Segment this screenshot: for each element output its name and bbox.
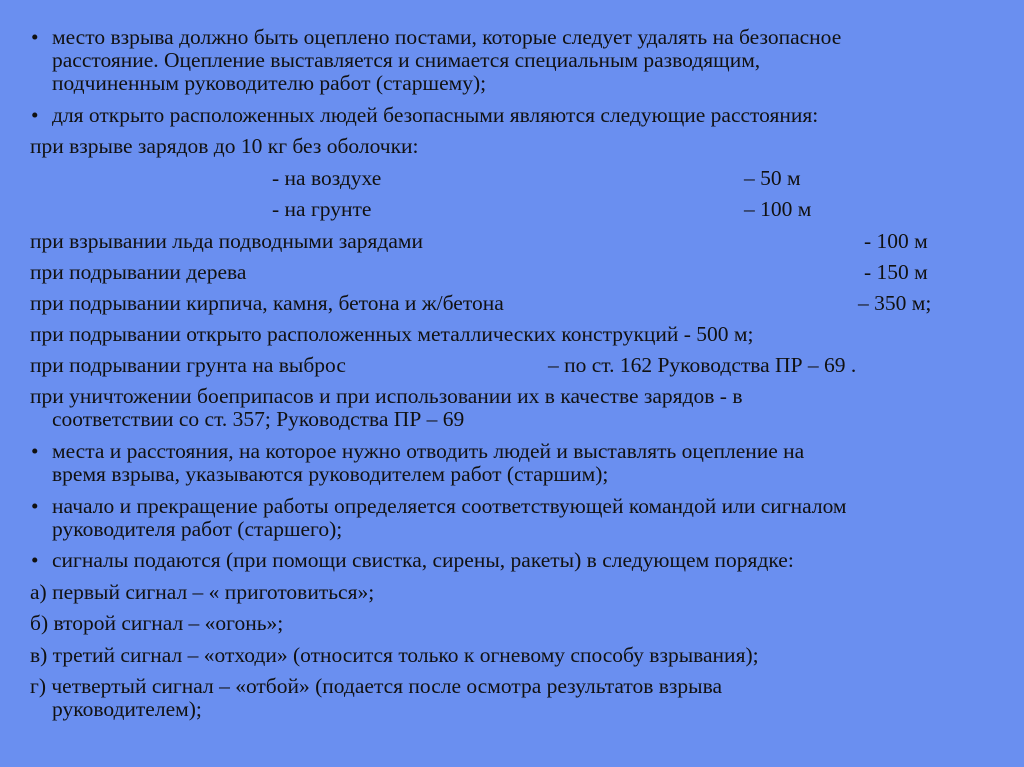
bullet-line: • сигналы подаются (при помощи свистка, сирены, ракеты) в следующем порядке: [30, 549, 794, 571]
bullet-line: • места и расстояния, на которое нужно отводить людей и выставлять оцепление на [30, 440, 804, 462]
bullet-line: • для открыто расположенных людей безопасными являются следующие расстояния: [30, 104, 818, 126]
distance-label: - на грунте [272, 197, 372, 221]
distance-value: – 350 м; [858, 291, 932, 315]
text-line: при подрывании грунта на выброс [30, 353, 346, 377]
text-line: время взрыва, указываются руководителем работ (старшим); [52, 462, 609, 486]
text-line: руководителем); [52, 697, 202, 721]
distance-value: – 100 м [744, 197, 812, 221]
text-line: соответствии со ст. 357; Руководства ПР – 69 [52, 407, 465, 431]
bullet-line: • начало и прекращение работы определяется соответствующей командой или сигналом [30, 495, 847, 517]
text-line: расстояние. Оцепление выставляется и снимается специальным разводящим, [52, 48, 761, 72]
text-line: при взрыве зарядов до 10 кг без оболочки: [30, 134, 419, 158]
distance-value: - 150 м [864, 260, 928, 284]
distance-value: – по ст. 162 Руководства ПР – 69 . [548, 353, 857, 377]
text-line: в) третий сигнал – «отходи» (относится только к огневому способу взрывания); [30, 643, 759, 667]
distance-value: - 100 м [864, 229, 928, 253]
distance-value: – 50 м [744, 166, 801, 190]
text-line: г) четвертый сигнал – «отбой» (подается после осмотра результатов взрыва [30, 674, 723, 698]
bullet-line: • место взрыва должно быть оцеплено постами, которые следует удалять на безопасное [30, 26, 841, 48]
text-line: б) второй сигнал – «огонь»; [30, 611, 284, 635]
text-line: при взрывании льда подводными зарядами [30, 229, 424, 253]
text-line: при подрывании открыто расположенных металлических конструкций - 500 м; [30, 322, 754, 346]
text-line: руководителя работ (старшего); [52, 517, 343, 541]
text-line: подчиненным руководителю работ (старшему); [52, 71, 487, 95]
text-line: при подрывании кирпича, камня, бетона и ж/бетона [30, 291, 504, 315]
text-line: при уничтожении боеприпасов и при использовании их в качестве зарядов - в [30, 384, 743, 408]
distance-label: - на воздухе [272, 166, 382, 190]
text-line: при подрывании дерева [30, 260, 247, 284]
text-line: а) первый сигнал – « приготовиться»; [30, 580, 375, 604]
